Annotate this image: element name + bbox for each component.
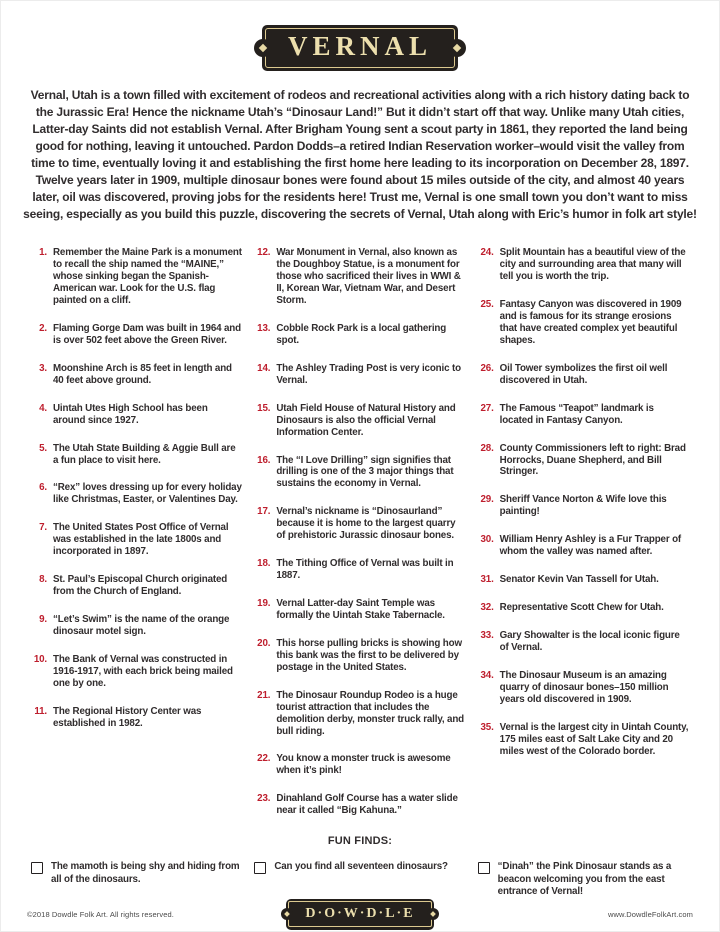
fact-text: The Regional History Center was established in 1982.: [53, 705, 202, 729]
fact-item: [31, 323, 242, 347]
fact-item: [478, 403, 689, 427]
fact-item: [254, 403, 465, 439]
fact-text: The Famous “Teapot” landmark is located in Fantasy Canyon.: [499, 402, 654, 426]
fact-text: St. Paul’s Episcopal Church originated from the Church of England.: [53, 574, 228, 598]
masthead: [1, 25, 719, 71]
fact-number: 20.: [257, 637, 271, 649]
fact-item: [478, 574, 689, 586]
fact-text: The Bank of Vernal was constructed in 1916-1917, with each brick being mailed one by one.: [53, 653, 233, 689]
fact-text: Oil Tower symbolizes the first oil well discovered in Utah.: [499, 362, 668, 386]
plaque-ornament-left-icon: [281, 908, 293, 920]
fun-find-checkbox-2[interactable]: [254, 862, 266, 874]
dowdle-logo-plaque: [286, 899, 434, 930]
fact-text: William Henry Ashley is a Fur Trapper of whom the valley was named after.: [499, 534, 682, 558]
fact-number: 11.: [34, 705, 47, 717]
fact-text: The Utah State Building & Aggie Bull are a fun place to visit here.: [53, 442, 236, 466]
fact-number: 12.: [257, 247, 271, 259]
fact-text: Uintah Utes High School has been around since 1927.: [53, 402, 208, 426]
facts-column-3: [478, 247, 689, 833]
fun-finds-section: [1, 835, 719, 899]
fact-text: Moonshine Arch is 85 feet in length and 40 feet above ground.: [53, 362, 232, 386]
plaque-ornament-left-icon: [254, 39, 272, 57]
facts-column-1: [31, 247, 242, 833]
fact-text: The Dinosaur Roundup Rodeo is a huge tourist attraction that includes the demolition derby, monster truck rally, and bull riding.: [276, 689, 465, 737]
fact-number: 31.: [480, 574, 494, 586]
fact-text: Representative Scott Chew for Utah.: [499, 602, 664, 614]
fact-item: [31, 522, 242, 558]
fact-item: [31, 363, 242, 387]
fact-item: [254, 598, 465, 622]
fact-number: 27.: [480, 402, 494, 414]
fun-find-text: “Dinah” the Pink Dinosaur stands as a beacon welcoming you from the east entrance of Vernal!: [497, 861, 672, 898]
fact-text: This horse pulling bricks is showing how this bank was the first to be delivered by postage in the United States.: [276, 637, 462, 673]
fact-item: [31, 574, 242, 598]
fact-number: 21.: [257, 689, 271, 701]
fact-text: Gary Showalter is the local iconic figure of Vernal.: [499, 630, 680, 653]
plaque-ornament-right-icon: [427, 908, 439, 920]
fact-item: [478, 443, 689, 479]
fact-text: “Rex” loves dressing up for every holiday like Christmas, Easter, or Valentines Day.: [53, 482, 242, 506]
fact-number: 33.: [480, 630, 494, 641]
fact-text: County Commissioners left to right: Brad Horrocks, Duane Shepherd, and Bill Stringer.: [499, 442, 686, 478]
fact-number: 19.: [257, 598, 271, 609]
fact-number: 8.: [39, 574, 47, 586]
fact-number: 24.: [480, 247, 494, 259]
diamond-icon: [284, 911, 290, 917]
fact-text: Vernal is the largest city in Uintah County, 175 miles east of Salt Lake City and 20 miles west of the Colorado border.: [499, 721, 689, 757]
fact-item: [254, 793, 465, 817]
fact-item: [478, 534, 689, 558]
fun-find-checkbox-3[interactable]: [478, 862, 490, 874]
fact-item: [254, 506, 465, 542]
fact-number: 5.: [39, 442, 47, 454]
fact-item: [31, 614, 242, 638]
fact-number: 18.: [257, 558, 271, 570]
fact-text: The United States Post Office of Vernal was established in the late 1800s and incorporated in 1897.: [53, 522, 229, 558]
plaque-inner-border: [265, 28, 455, 68]
diamond-icon: [453, 44, 461, 52]
diamond-icon: [259, 44, 267, 52]
fact-number: 17.: [257, 506, 271, 518]
fact-item: [31, 706, 242, 730]
fact-text: Fantasy Canyon was discovered in 1909 and is famous for its strange erosions that have created complex yet beautiful shapes.: [499, 299, 682, 346]
fact-text: The Dinosaur Museum is an amazing quarry of dinosaur bones–150 million years old discovered in 1909.: [499, 669, 669, 705]
fact-item: [31, 482, 242, 506]
fact-number: 1.: [39, 247, 47, 259]
fact-number: 32.: [480, 602, 494, 614]
fact-number: 9.: [39, 614, 47, 625]
fact-item: [254, 753, 465, 777]
fact-number: 7.: [39, 522, 47, 534]
fun-finds-heading: FUN FINDS:: [327, 835, 393, 848]
fact-item: [31, 654, 242, 690]
fact-text: “Let’s Swim” is the name of the orange dinosaur motel sign.: [53, 614, 230, 637]
fact-item: [478, 602, 689, 614]
fact-text: The Tithing Office of Vernal was built in 1887.: [276, 558, 454, 582]
fact-item: [254, 247, 465, 307]
fact-text: Senator Kevin Van Tassell for Utah.: [499, 574, 659, 586]
fact-text: Cobble Rock Park is a local gathering spot.: [276, 322, 447, 346]
fact-number: 16.: [257, 454, 271, 466]
fact-item: [254, 638, 465, 674]
copyright-text: ©2018 Dowdle Folk Art. All rights reserved.: [27, 909, 174, 919]
diamond-icon: [430, 911, 436, 917]
fact-text: You know a monster truck is awesome when it’s pink!: [276, 753, 451, 777]
fact-item: [478, 670, 689, 706]
fun-find-item: [254, 861, 465, 899]
fact-item: [478, 630, 689, 654]
fun-finds-row: [31, 861, 689, 899]
page-title: VERNAL: [287, 31, 432, 61]
fact-text: Dinahland Golf Course has a water slide near it called “Big Kahuna.”: [276, 793, 458, 817]
fact-item: [31, 443, 242, 467]
fun-find-checkbox-1[interactable]: [31, 862, 43, 874]
fact-number: 29.: [480, 494, 494, 506]
facts-column-2: [254, 247, 465, 833]
fun-find-item: [478, 861, 689, 899]
fact-number: 25.: [480, 299, 494, 311]
vernal-title-plaque: [262, 25, 458, 71]
fact-item: [478, 494, 689, 518]
fact-item: [254, 323, 465, 347]
fact-item: [254, 455, 465, 491]
fact-item: [254, 690, 465, 738]
fact-number: 35.: [480, 721, 494, 733]
fact-text: Sheriff Vance Norton & Wife love this painting!: [499, 494, 667, 518]
fact-text: The Ashley Trading Post is very iconic to Vernal.: [276, 362, 461, 386]
fact-item: [478, 363, 689, 387]
fact-number: 22.: [257, 753, 271, 765]
fun-find-item: [31, 861, 242, 899]
fact-item: [254, 558, 465, 582]
facts-section: [31, 247, 689, 833]
fact-number: 10.: [33, 653, 47, 665]
fact-number: 28.: [480, 442, 494, 454]
plaque-inner-border: [288, 901, 431, 927]
fact-number: 34.: [480, 669, 494, 681]
fact-item: [478, 722, 689, 758]
fact-text: War Monument in Vernal, also known as the Doughboy Statue, is a monument for those who sacrificed their lives in WWI & II, Korean War, Vietnam War, and Desert Storm.: [276, 247, 461, 306]
fact-number: 26.: [480, 362, 494, 374]
fun-find-text: The mamoth is being shy and hiding from all of the dinosaurs.: [51, 861, 240, 885]
fact-item: [31, 403, 242, 427]
fact-text: Remember the Maine Park is a monument to recall the ship named the “MAINE,” whose sinking began the Spanish-American war. Look for the U.S. flag painted on a cliff.: [53, 247, 242, 306]
intro-paragraph: Vernal, Utah is a town filled with excitement of rodeos and recreational activities along with a rich history dating back to the Jurassic Era! Hence the nickname Utah’s “Dinosaur Land!” But it didn’t start off that way. Unlike many Utah cities, Latter-day Saints did not establish Vernal. After Brigham Young sent a scout party in 1861, they reported the land being good for nothing, leaving it untouched. Pardon Dodds–a retired Indian Reservation worker–would visit the valley from time to time, eventually loving it and establishing the first home here leading to its incorporation on December 28, 1897. Twelve years later in 1909, multiple dinosaur bones were found about 15 miles outside of the city, and almost 40 years later, oil was discovered, proving jobs for the residents here! Trust me, Vernal is one small town you don’t want to miss seeing, especially as you build this puzzle, discovering the secrets of Vernal, Utah along with Eric’s humor in folk art style!: [23, 88, 697, 222]
fact-number: 13.: [257, 322, 271, 334]
fact-number: 4.: [39, 402, 47, 414]
fact-number: 23.: [257, 793, 271, 805]
fact-number: 15.: [257, 402, 271, 414]
dowdle-logo-text: D·O·W·D·L·E: [305, 906, 415, 922]
plaque-ornament-right-icon: [448, 39, 466, 57]
fact-number: 6.: [39, 482, 47, 494]
fact-item: [478, 299, 689, 347]
website-url: www.DowdleFolkArt.com: [607, 909, 693, 919]
fact-text: The “I Love Drilling” sign signifies that drilling is one of the 3 major things that sustains the economy in Vernal.: [276, 454, 454, 490]
fact-text: Vernal Latter-day Saint Temple was formally the Uintah Stake Tabernacle.: [276, 598, 445, 621]
fact-text: Vernal’s nickname is “Dinosaurland” because it is home to the largest quarry of prehistoric Jurassic dinosaur bones.: [276, 506, 456, 542]
fact-item: [478, 247, 689, 283]
fact-number: 2.: [39, 322, 47, 334]
fun-find-text: Can you find all seventeen dinosaurs?: [274, 861, 448, 873]
fact-item: [254, 363, 465, 387]
footer: [1, 899, 719, 930]
fact-item: [31, 247, 242, 307]
fact-text: Utah Field House of Natural History and Dinosaurs is also the official Vernal Information Center.: [276, 402, 456, 438]
fact-text: Split Mountain has a beautiful view of the city and surrounding area that many will tell you is worth the trip.: [499, 247, 686, 283]
fact-number: 30.: [480, 534, 494, 546]
fact-number: 14.: [257, 362, 271, 374]
fact-number: 3.: [39, 362, 47, 374]
fact-text: Flaming Gorge Dam was built in 1964 and is over 502 feet above the Green River.: [53, 322, 241, 346]
